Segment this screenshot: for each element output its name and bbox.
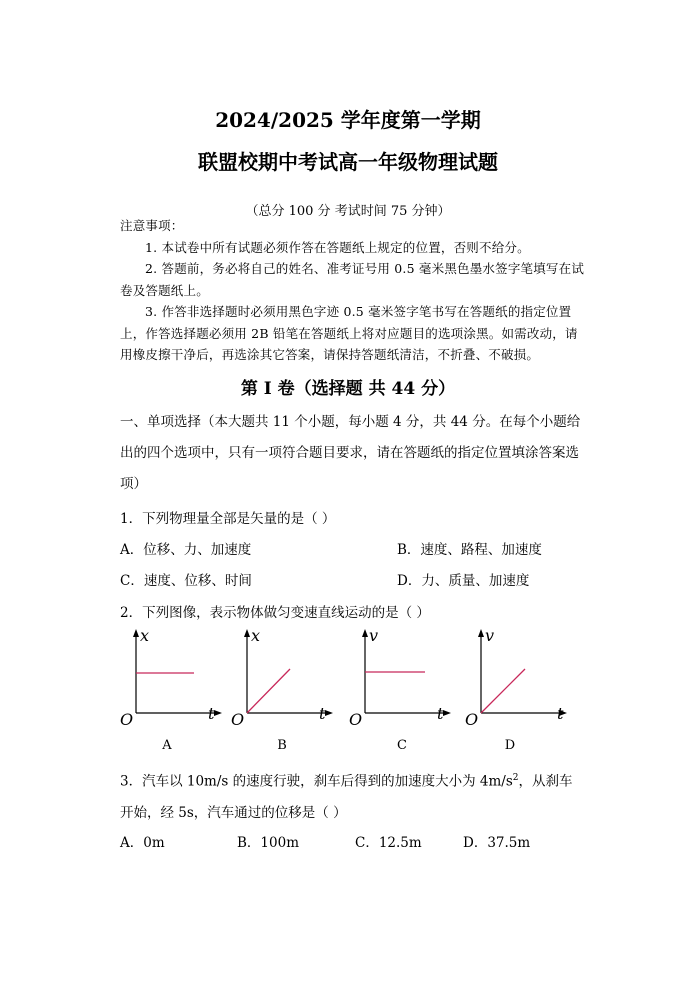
q3-option-d: D．37.5m xyxy=(463,835,531,851)
graph-b-line xyxy=(247,669,290,713)
exam-title-line2: 联盟校期中考试高一年级物理试题 xyxy=(198,150,498,174)
graph-b-y-axis: x xyxy=(251,626,261,645)
notice-block xyxy=(120,215,585,366)
graph-d-y-axis: v xyxy=(485,626,495,645)
graph-a-x-axis: t xyxy=(208,704,215,723)
q3-option-a: A．0m xyxy=(120,835,165,851)
graph-b-origin: O xyxy=(231,710,245,729)
graph-a-origin: O xyxy=(120,710,134,729)
score-info: （总分 100 分 考试时间 75 分钟） xyxy=(245,204,451,219)
graph-d-line xyxy=(481,669,525,713)
section-title: 第 I 卷（选择题 共 44 分） xyxy=(240,379,456,399)
graph-d-origin: O xyxy=(465,710,479,729)
notice-heading: 注意事项： xyxy=(120,218,184,233)
graph-a-y-axis: x xyxy=(140,626,150,645)
graph-c-label: C xyxy=(397,738,407,753)
q2-stem: 2．下列图像，表示物体做匀变速直线运动的是（ ） xyxy=(120,605,430,621)
q3-stem-part1: 3．汽车以 10m/s 的速度行驶，刹车后得到的加速度大小为 4m/s xyxy=(120,773,513,790)
notice-item: 3. 作答非选择题时必须用黑色字迹 0.5 毫米签字笔书写在答题纸的指定位置上，作答选择题必须用 2B 铅笔在答题纸上将对应题目的选项涂黑。如需改动，请用橡皮擦干净后，再选涂其它答案，请保持答题纸清洁，不折叠、不破损。 xyxy=(120,304,578,362)
graph-b-x-axis: t xyxy=(319,704,326,723)
notice-item: 2. 答题前，务必将自己的姓名、准考证号用 0.5 毫米黑色墨水签字笔填写在试卷及答题纸上。 xyxy=(120,261,585,298)
graph-c-x-axis: t xyxy=(437,704,444,723)
q1-option-d: D．力、质量、加速度 xyxy=(397,573,530,589)
graph-c-y-axis: v xyxy=(369,626,379,645)
q1-option-b: B．速度、路程、加速度 xyxy=(397,542,542,558)
graph-c xyxy=(347,625,457,730)
graph-d-x-axis: t xyxy=(557,704,564,723)
q1-stem: 1．下列物理量全部是矢量的是（ ） xyxy=(120,511,336,527)
section-instructions: 一、单项选择（本大题共 11 个小题，每小题 4 分，共 44 分。在每个小题给出的四个选项中，只有一项符合题目要求，请在答题纸的指定位置填涂答案选项） xyxy=(120,414,581,492)
q3-option-c: C．12.5m xyxy=(355,835,422,851)
q3-stem-sup: 2 xyxy=(512,773,519,783)
graph-a xyxy=(118,625,228,730)
q1-option-c: C．速度、位移、时间 xyxy=(120,573,252,589)
graph-b-label: B xyxy=(277,738,287,753)
q3-stem xyxy=(120,763,585,829)
graph-d xyxy=(463,625,573,730)
q1-option-a: A．位移、力、加速度 xyxy=(120,542,252,558)
graph-a-label: A xyxy=(162,738,172,753)
graph-c-origin: O xyxy=(349,710,363,729)
q3-stem-part2: ，从刹车开始，经 5s，汽车通过的位移是（ ） xyxy=(120,773,573,821)
exam-title-line1: 2024/2025 学年度第一学期 xyxy=(215,108,481,132)
graph-d-label: D xyxy=(504,738,516,753)
q3-option-b: B．100m xyxy=(237,835,299,851)
graph-b xyxy=(229,625,339,730)
notice-item: 1. 本试卷中所有试题必须作答在答题纸上规定的位置，否则不给分。 xyxy=(145,239,530,255)
